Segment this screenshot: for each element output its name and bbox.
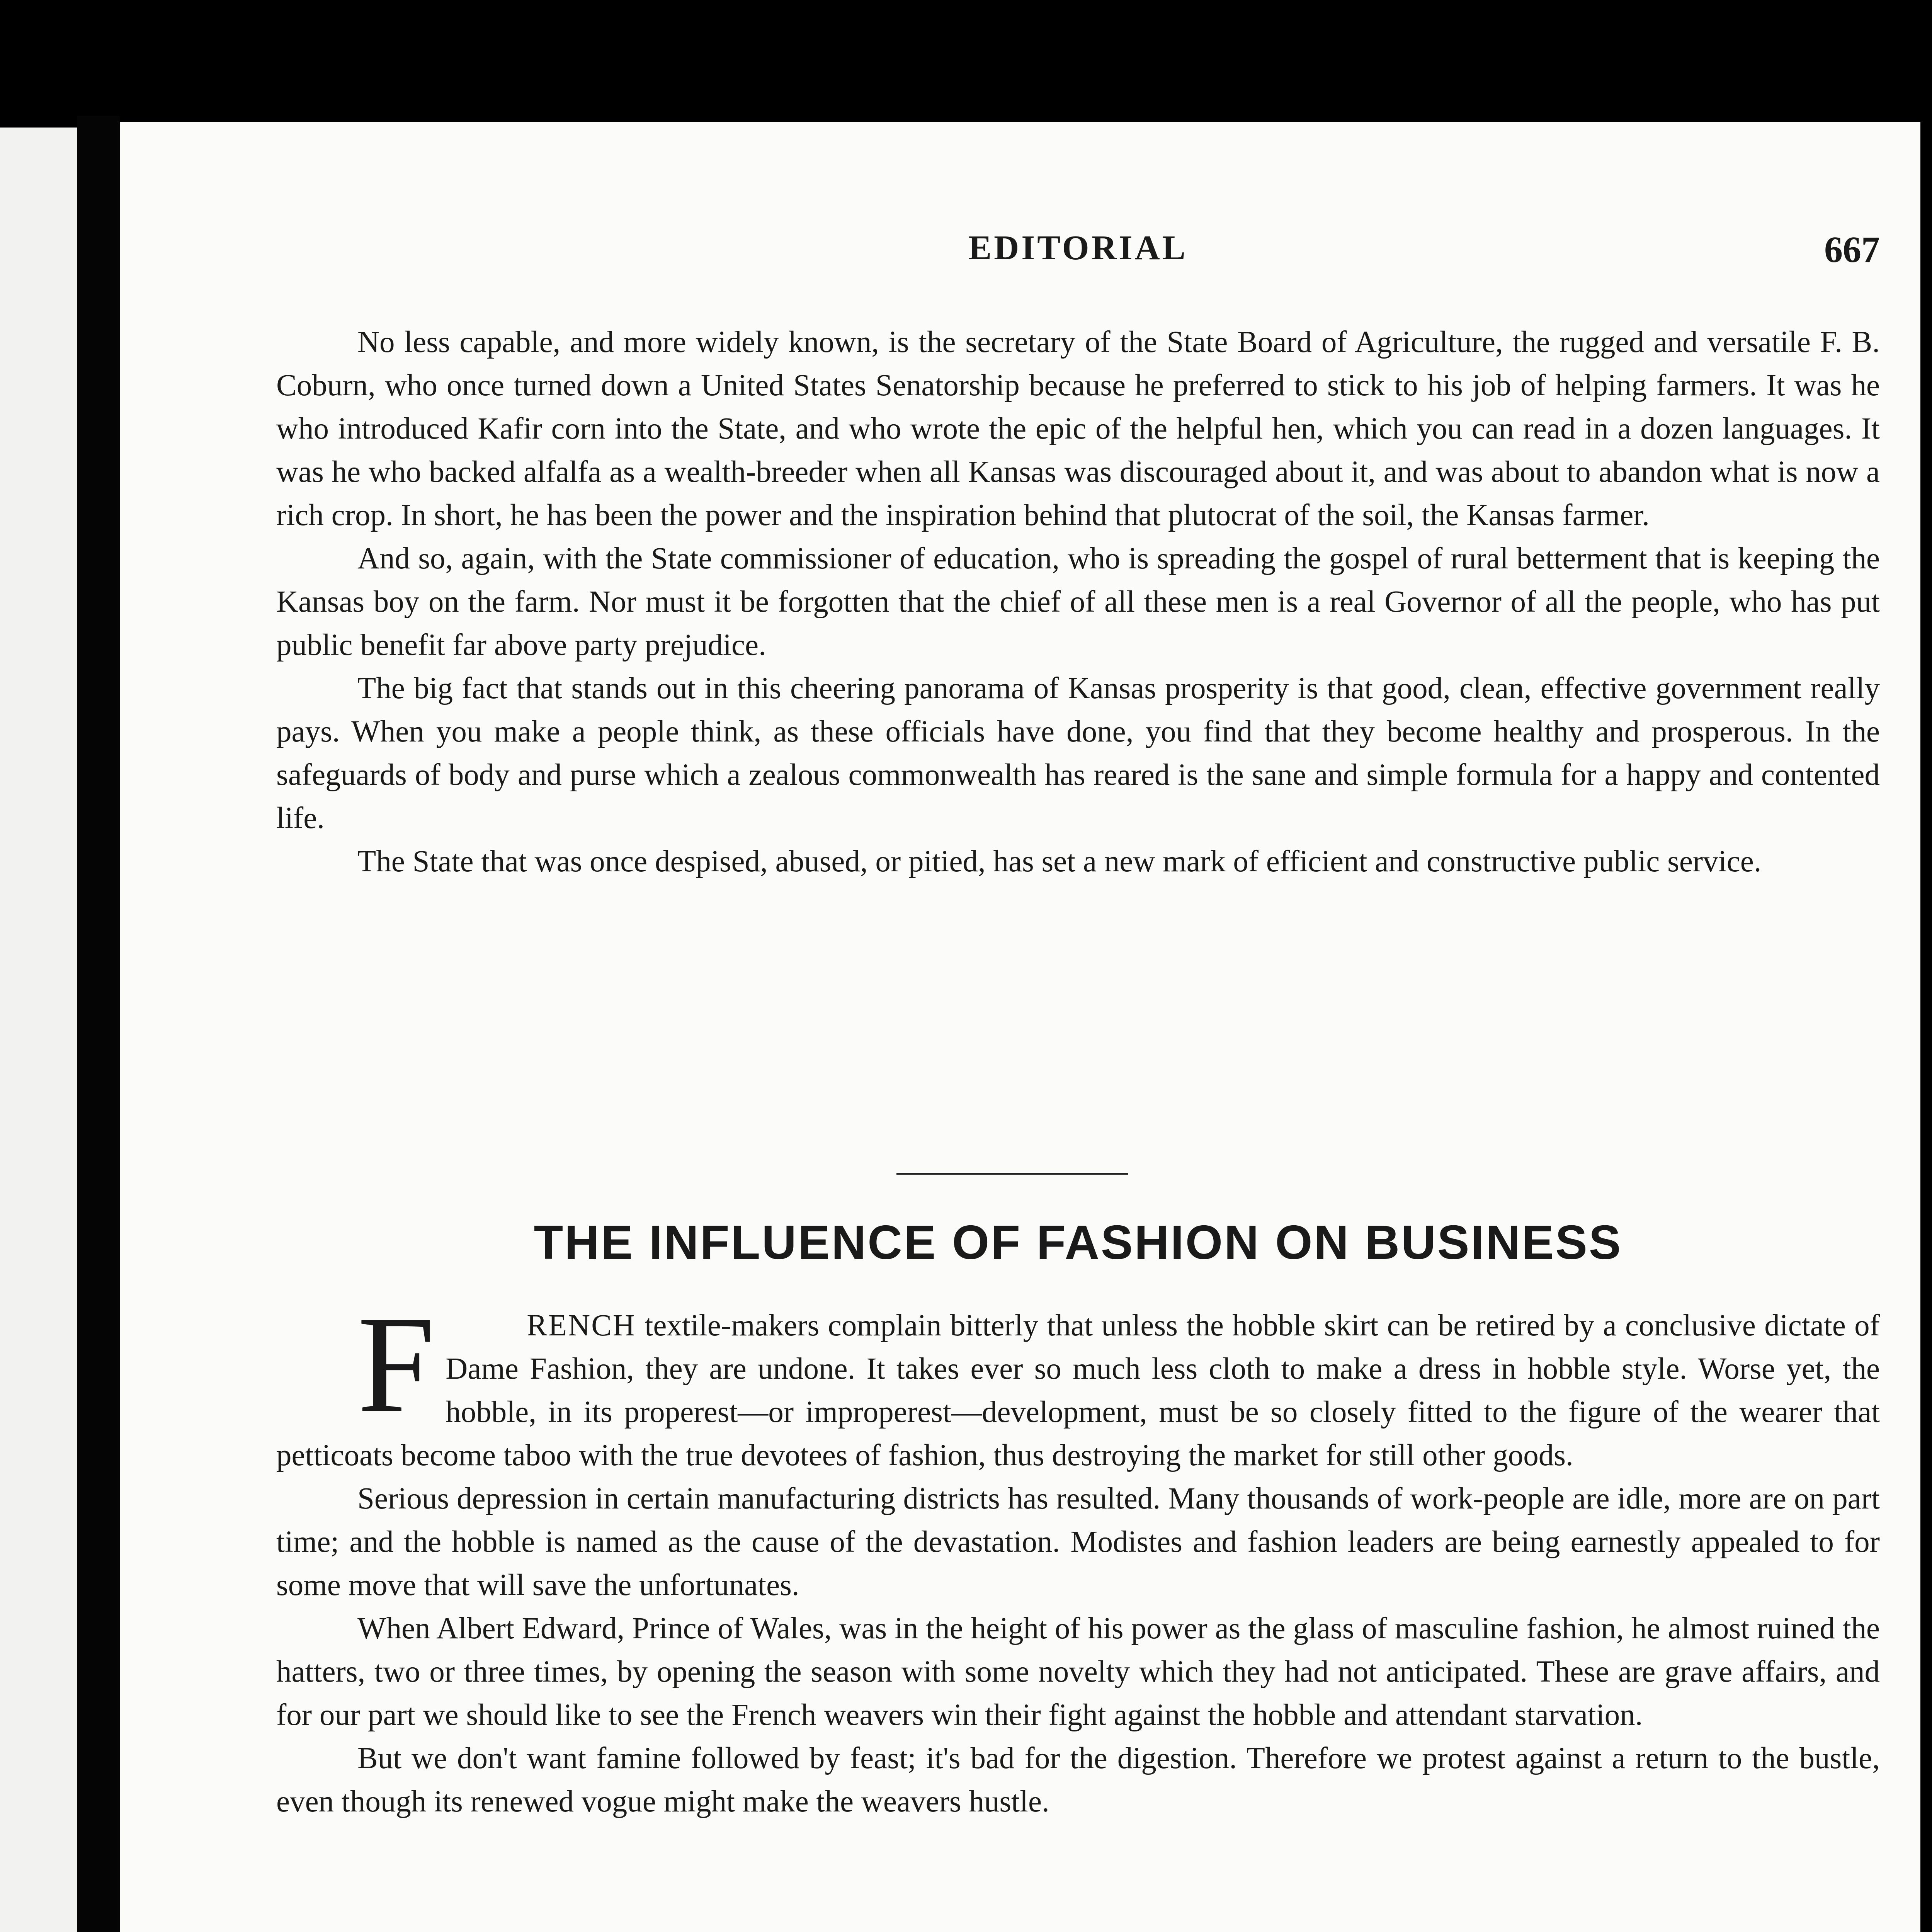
running-head bbox=[276, 228, 1880, 290]
fashion-lead-paragraph bbox=[276, 1287, 1880, 1477]
lead-caps: RENCH bbox=[527, 1309, 636, 1342]
running-title: EDITORIAL bbox=[968, 229, 1188, 267]
magazine-page bbox=[120, 122, 1920, 1932]
fashion-paragraph: Serious depression in certain manufacturing districts has resulted. Many thousands of work-people are idle, more are on part time; and the hobble is named as the cause of the devastation. Modistes and fashion leaders are being earnestly appealed to for some move that will save the unfortunates. bbox=[276, 1482, 1880, 1602]
book-gutter bbox=[77, 116, 120, 1932]
kansas-paragraph: The big fact that stands out in this cheering panorama of Kansas prosperity is that good, clean, effective government really pays. When you make a people think, as these officials have done, you find that they become healthy and prosperous. In the safeguards of body and purse which a zealous commonwealth has reared is the sane and simple formula for a happy and contented life. bbox=[276, 672, 1880, 835]
fashion-paragraph: When Albert Edward, Prince of Wales, was in the height of his power as the glass of masculine fashion, he almost ruined the hatters, two or three times, by opening the season with some novelty which they had not anticipated. These are grave affairs, and for our part we should like to see the French weavers win their fight against the hobble and attendant starvation. bbox=[276, 1612, 1880, 1732]
lead-text: textile-makers complain bitterly that unless the hobble skirt can be retired by a conclusive dictate of Dame Fashion, they are undone. It takes ever so much less cloth to make a dress in hobble style. Worse yet, the hobble, in its properest—or improperest—development, must be so closely fitted to the figure of the wearer that petticoats become taboo with the true devotees of fashion, thus destroying the market for still other goods. bbox=[276, 1309, 1880, 1472]
kansas-paragraph: The State that was once despised, abused, or pitied, has set a new mark of efficient and constructive public service. bbox=[357, 845, 1762, 878]
fashion-article-title: THE INFLUENCE OF FASHION ON BUSINESS bbox=[534, 1216, 1622, 1269]
page-number: 667 bbox=[1824, 229, 1880, 270]
kansas-paragraph: And so, again, with the State commissioner of education, who is spreading the gospel of rural betterment that is keeping the Kansas boy on the farm. Nor must it be forgotten that the chief of all these men is a real Governor of all the people, who has put public benefit far above party prejudice. bbox=[276, 542, 1880, 662]
fashion-paragraph: But we don't want famine followed by feast; it's bad for the digestion. Therefore we protest against a return to the bustle, even though its renewed vogue might make the weavers hustle. bbox=[276, 1742, 1880, 1818]
kansas-paragraph: No less capable, and more widely known, is the secretary of the State Board of Agriculture, the rugged and versatile F. B. Coburn, who once turned down a United States Senatorship because he preferred to stick to his job of helping farmers. It was he who introduced Kafir corn into the State, and who wrote the epic of the helpful hen, which you can read in a dozen languages. It was he who backed alfalfa as a wealth-breeder when all Kansas was discouraged about it, and was about to abandon what is now a rich crop. In short, he has been the power and the inspiration behind that plutocrat of the soil, the Kansas farmer. bbox=[276, 325, 1880, 532]
kansas-section bbox=[276, 321, 1880, 883]
drop-cap: F bbox=[357, 1287, 435, 1441]
fashion-article-body bbox=[276, 1287, 1880, 1823]
section-divider bbox=[896, 1173, 1128, 1175]
facing-page-edge bbox=[0, 128, 77, 1932]
